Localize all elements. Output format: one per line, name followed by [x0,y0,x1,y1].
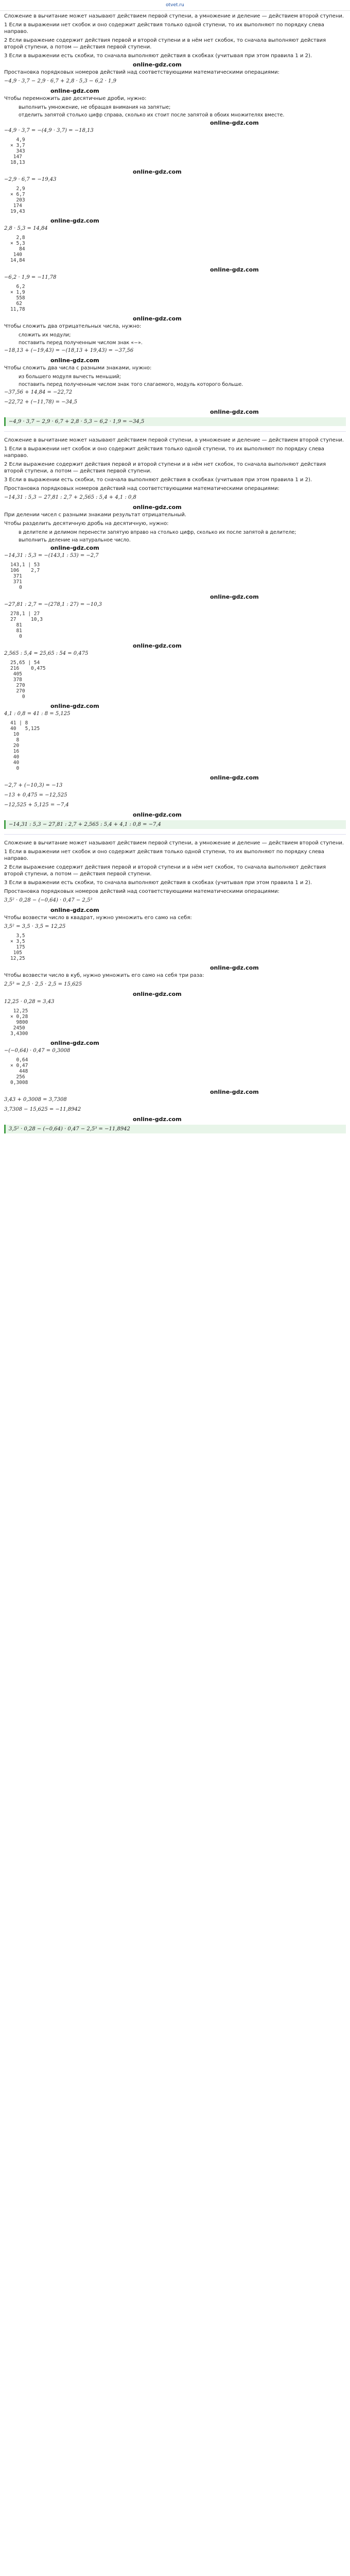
task-2-step: выполнить деление на натуральное число. [19,537,131,543]
task-1-step: −18,13 + (−19,43) = −(18,13 + 19,43) = −37,56 [4,348,134,353]
watermark: online-gdz.com [50,703,99,709]
task-2-step: При делении чисел с разными знаками результат отрицательный. [4,512,187,518]
watermark: online-gdz.com [210,120,259,126]
task-1-expression: −4,9 · 3,7 − 2,9 · 6,7 + 2,8 · 5,3 − 6,2 · 1,9 [4,78,116,84]
task-1-step: из большего модуля вычесть меньший; [19,374,121,380]
task-1-step: −2,9 · 6,7 = −19,43 [4,177,57,182]
task-3-step: 3,43 + 0,3008 = 3,7308 [4,1097,67,1103]
task-2 [4,485,346,829]
task-1-step: поставить перед полученным числом знак «−». [19,340,143,346]
watermark: online-gdz.com [133,315,182,322]
task-2-step: −13 + 0,475 = −12,525 [4,792,67,798]
task-1-heading: Простановка порядковых номеров действий над соответствующими математическими операциями: [4,70,280,75]
site-name[interactable]: otvet.ru [166,3,184,8]
rule-2: 2 Если выражение содержит действия первой и второй ступени и в нём нет скобок, то сначала выполняют действия второй ступени, а потом — действия первой ступени. [4,865,326,877]
task-2-answer: −14,31 : 5,3 − 27,81 : 2,7 + 2,565 : 5,4 + 4,1 : 0,8 = −7,4 [4,820,346,829]
watermark: online-gdz.com [133,642,182,649]
task-2-expression: −14,31 : 5,3 − 27,81 : 2,7 + 2,565 : 5,4 + 4,1 : 0,8 [4,495,136,500]
solution-content [0,11,350,1133]
task-1-answer: −4,9 · 3,7 − 2,9 · 6,7 + 2,8 · 5,3 − 6,2 · 1,9 = −34,5 [4,417,346,426]
column-multiplication: 4,9 × 3,7 343 147 18,13 [10,137,25,165]
task-1-step: −22,72 + (−11,78) = −34,5 [4,399,77,405]
task-3-step: 3,7308 − 15,625 = −11,8942 [4,1107,81,1112]
task-2-heading: Простановка порядковых номеров действий над соответствующими математическими операциями: [4,486,280,492]
intro-text: Сложение в вычитание может называют действием первой ступени, а умножение и деление — действием второй ступени. [4,13,344,19]
watermark: online-gdz.com [50,88,99,94]
column-multiplication: 2,9 × 6,7 203 174 19,43 [10,186,25,214]
task-1-step: −6,2 · 1,9 = −11,78 [4,275,57,280]
column-division: 41 | 8 40 5,125 10 8 20 16 40 40 0 [10,720,40,771]
watermark: online-gdz.com [50,357,99,364]
watermark: online-gdz.com [50,545,99,551]
divider [4,431,346,432]
task-1-step: Чтобы перемножить две десятичные дроби, нужно: [4,96,147,101]
column-division: 25,65 | 54 216 0,475 405 378 270 270 0 [10,660,46,700]
rule-1: 1 Если в выражении нет скобок и оно содержит действия только одной ступени, то их выполняют по порядку слева направо. [4,446,324,459]
watermark: online-gdz.com [133,61,182,68]
intro-text: Сложение в вычитание может называют действием первой ступени, а умножение и деление — действием второй ступени. [4,840,344,846]
watermark: online-gdz.com [210,409,259,415]
task-1-step: −4,9 · 3,7 = −(4,9 · 3,7) = −18,13 [4,128,94,133]
watermark: online-gdz.com [133,811,182,818]
rule-3: 3 Если в выражении есть скобки, то сначала выполняют действия в скобках (учитывая при этом правила 1 и 2). [4,477,312,483]
watermark: online-gdz.com [50,907,99,913]
column-multiplication: 3,5 × 3,5 175 105 12,25 [10,933,25,961]
task-2-step: 4,1 : 0,8 = 41 : 8 = 5,125 [4,711,71,717]
watermark: online-gdz.com [133,168,182,175]
task-3-step: 12,25 · 0,28 = 3,43 [4,999,55,1005]
column-multiplication: 0,64 × 0,47 448 256 0,3008 [10,1057,28,1086]
watermark: online-gdz.com [50,217,99,224]
column-multiplication: 12,25 × 0,28 9800 2450 3,4300 [10,1008,28,1037]
watermark: online-gdz.com [50,1040,99,1046]
intro-text: Сложение в вычитание может называют действием первой ступени, а умножение и деление — действием второй ступени. [4,437,344,443]
task-3-expression: 3,5² · 0,28 − (−0,64) · 0,47 − 2,5³ [4,897,93,903]
task-2-step: 2,565 : 5,4 = 25,65 : 54 = 0,475 [4,651,89,656]
task-2-step: −2,7 + (−10,3) = −13 [4,783,63,788]
task-1-step: выполнить умножение, не обращая внимания на запятые; [19,105,171,110]
task-3 [4,888,346,1133]
watermark: online-gdz.com [210,774,259,781]
task-3-step: Чтобы возвести число в куб, нужно умножить его само на себя три раза: [4,973,204,978]
watermark: online-gdz.com [133,504,182,511]
rule-1: 1 Если в выражении нет скобок и оно содержит действия только одной ступени, то их выполняют по порядку слева направо. [4,849,324,861]
column-division: 278,1 | 27 27 10,3 81 81 0 [10,611,43,639]
task-2-step: −12,525 + 5,125 = −7,4 [4,802,69,808]
watermark: online-gdz.com [210,964,259,971]
divider [4,834,346,835]
watermark: online-gdz.com [210,266,259,273]
rule-1: 1 Если в выражении нет скобок и оно содержит действия только одной ступени, то их выполняют по порядку слева направо. [4,22,324,35]
task-1-step: Чтобы сложить два отрицательных числа, нужно: [4,324,142,329]
task-2-step: в делителе и делимом перенести запятую вправо на столько цифр, сколько их после запятой в делителе; [19,530,296,535]
watermark: online-gdz.com [210,1089,259,1095]
task-2-step: −14,31 : 5,3 = −(143,1 : 53) = −2,7 [4,553,99,558]
rule-3: 3 Если в выражении есть скобки, то сначала выполняют действия в скобках (учитывая при этом правила 1 и 2). [4,880,312,886]
task-3-step: −(−0,64) · 0,47 = 0,3008 [4,1048,71,1054]
task-1-step: 2,8 · 5,3 = 14,84 [4,226,48,231]
rule-2: 2 Если выражение содержит действия первой и второй ступени и в нём нет скобок, то сначала выполняют действия второй ступени, а потом — действия первой ступени. [4,462,326,474]
task-3-step: Чтобы возвести число в квадрат, нужно умножить его само на себя: [4,915,192,921]
task-3-step: 3,5² = 3,5 · 3,5 = 12,25 [4,924,66,929]
watermark: online-gdz.com [210,594,259,600]
task-1-step: поставить перед полученным числом знак того слагаемого, модуль которого больше. [19,382,243,387]
task-1-step: −37,56 + 14,84 = −22,72 [4,389,73,395]
task-1-step: сложить их модули; [19,332,71,338]
site-header[interactable] [0,0,350,11]
task-1 [4,69,346,426]
task-3-step: 2,5³ = 2,5 · 2,5 · 2,5 = 15,625 [4,981,82,987]
column-multiplication: 6,2 × 1,9 558 62 11,78 [10,284,25,312]
task-3-heading: Простановка порядковых номеров действий над соответствующими математическими операциями: [4,889,280,894]
column-multiplication: 2,8 × 5,3 84 140 14,84 [10,235,25,263]
rule-2: 2 Если выражение содержит действия первой и второй ступени и в нём нет скобок, то сначала выполняют действия второй ступени, а потом — действия первой ступени. [4,38,326,50]
task-2-step: Чтобы разделить десятичную дробь на десятичную, нужно: [4,521,169,527]
watermark: online-gdz.com [133,1116,182,1123]
task-3-answer: 3,5² · 0,28 − (−0,64) · 0,47 − 2,5³ = −11,8942 [4,1125,346,1133]
task-2-step: −27,81 : 2,7 = −(278,1 : 27) = −10,3 [4,602,102,607]
rule-3: 3 Если в выражении есть скобки, то сначала выполняют действия в скобках (учитывая при этом правила 1 и 2). [4,53,312,59]
task-1-step: Чтобы сложить два числа с разными знаками, нужно: [4,365,152,371]
task-1-step: отделить запятой столько цифр справа, сколько их стоит после запятой в обоих множителях вместе. [19,112,285,118]
watermark: online-gdz.com [133,991,182,997]
column-division: 143,1 | 53 106 2,7 371 371 0 [10,562,40,590]
